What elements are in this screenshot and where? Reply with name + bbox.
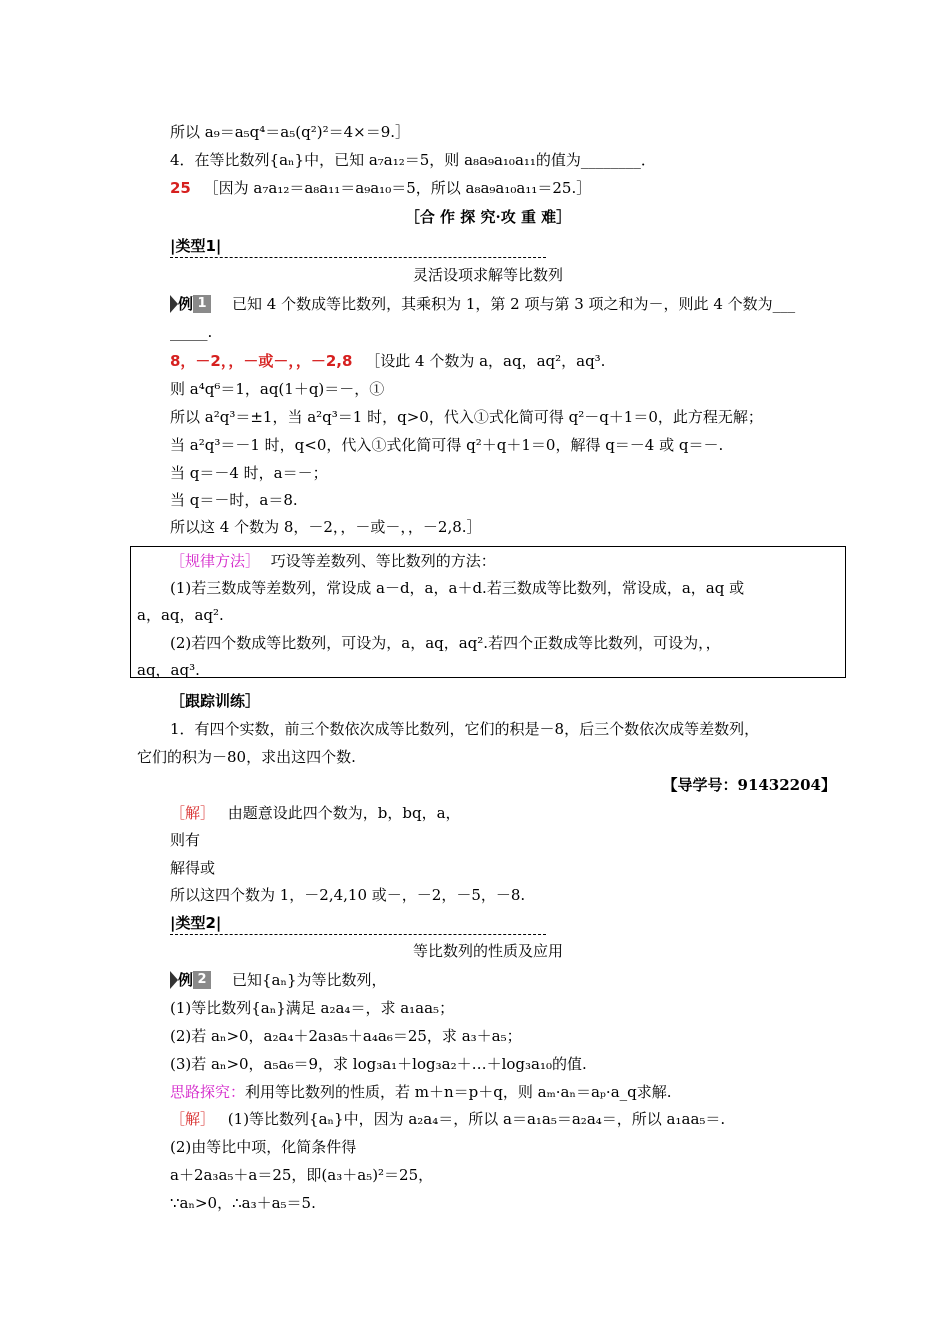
training-question: 1．有四个实数，前三个数依次成等比数列，它们的积是－8，后三个数依次成等差数列， [170,720,760,738]
example-1-badge: 例 1 [170,295,211,313]
solution-line: a＋2a₃a₅＋a＝25，即(a₃＋a₅)²＝25， [170,1166,434,1184]
dashed-divider [170,934,546,935]
question-4: 4．在等比数列{aₙ}中，已知 a₇a₁₂＝5，则 a₈a₉a₁₀a₁₁的值为________． [170,151,656,169]
text-line: 所以 a₉＝a₅q⁴＝a₅(q²)²＝4×＝9.］ [170,123,411,141]
solution-line: 所以 a²q³＝±1，当 a²q³＝1 时，q>0，代入①式化简可得 q²－q＋1＝0，此方程无解； [170,408,763,426]
solution-first-line: ［解］ 由题意设此四个数为，b，bq，a， [170,804,461,822]
dashed-divider [170,257,546,258]
follow-training-title: ［跟踪训练］ [170,692,261,710]
example-2-part: (1)等比数列{aₙ}满足 a₂a₄＝，求 a₁aa₅； [170,999,455,1017]
method-line: aq，aq³. [137,661,200,679]
example-2-part: (2)若 aₙ>0，a₂a₄＋2a₃a₅＋a₄a₆＝25，求 a₃＋a₅； [170,1027,522,1045]
triangle-icon [170,295,178,313]
guide-number: 【导学号：91432204】 [662,776,836,794]
example-1-answer [170,351,605,371]
solution-line: 当 a²q³＝－1 时，q<0，代入①式化简可得 q²＋q＋1＝0，解得 q＝－4 或 q＝－. [170,436,724,454]
example-2-part: (3)若 aₙ>0，a₅a₆＝9，求 log₃a₁＋log₃a₂＋…＋log₃a₁₀的值. [170,1055,587,1073]
section-title: ［合 作 探 究·攻 重 难］ [404,208,572,226]
solution-line: 解得或 [170,859,216,877]
solution-first-line: ［解］ (1)等比数列{aₙ}中，因为 a₂a₄＝，所以 a＝a₁a₅＝a₂a₄＝，所以 a₁aa₅＝. [170,1110,726,1128]
example-2-badge: 例 2 [170,971,211,989]
solution-line: 则 a⁴q⁶＝1，aq(1＋q)＝－，① [170,380,385,398]
answer-value: 8，－2，，－或－，，－2,8 [170,352,353,370]
answer-explanation: ［设此 4 个数为 a，aq，aq²，aq³. [365,352,606,370]
method-tag: ［规律方法］ [170,552,261,570]
example-2-question: 已知{aₙ}为等比数列， [232,971,387,989]
solution-line: 所以这 4 个数为 8，－2，，－或－，，－2,8.］ [170,518,482,536]
answer-4 [170,178,591,198]
method-line: (1)若三数成等差数列，常设成 a－d，a，a＋d.若三数成等比数列，常设成，a，aq 或 [170,579,745,597]
answer-value: 25 [170,179,191,197]
method-line: a，aq，aq². [137,606,224,624]
solution-line: 则有 [170,831,201,849]
example-1-question-cont: _____. [170,323,213,341]
training-question-cont: 它们的积为－80，求出这四个数. [137,748,356,766]
solution-tag: ［解］ [170,804,216,822]
example-1-question: 已知 4 个数成等比数列，其乘积为 1，第 2 项与第 3 项之和为－，则此 4 个数为___ [232,295,796,313]
solution-tag: ［解］ [170,1110,216,1128]
type-2-tag: |类型2| [170,914,222,932]
type-1-tag: |类型1| [170,237,222,255]
idea-tag: 思路探究： [170,1083,246,1101]
triangle-icon [170,971,178,989]
method-line: (2)若四个数成等比数列，可设为，a，aq，aq².若四个正数成等比数列，可设为，， [170,634,721,652]
solution-line: 当 q＝－时，a＝8. [170,491,298,509]
solution-line: (2)由等比中项，化简条件得 [170,1138,357,1156]
type-2-title: 等比数列的性质及应用 [412,942,563,960]
type-1-title: 灵活设项求解等比数列 [412,266,563,284]
method-box-heading: ［规律方法］ 巧设等差数列、等比数列的方法： [170,552,496,570]
answer-explanation: ［因为 a₇a₁₂＝a₈a₁₁＝a₉a₁₀＝5，所以 a₈a₉a₁₀a₁₁＝25.］ [203,179,592,197]
solution-line: 所以这四个数为 1，－2,4,10 或－，－2，－5，－8. [170,886,526,904]
idea-line: 思路探究：利用等比数列的性质，若 m＋n＝p＋q，则 aₘ·aₙ＝aₚ·a_q求解. [170,1083,672,1101]
solution-line: 当 q＝－4 时，a＝－； [170,464,328,482]
solution-line: ∵aₙ>0，∴a₃＋a₅＝5. [170,1194,316,1212]
